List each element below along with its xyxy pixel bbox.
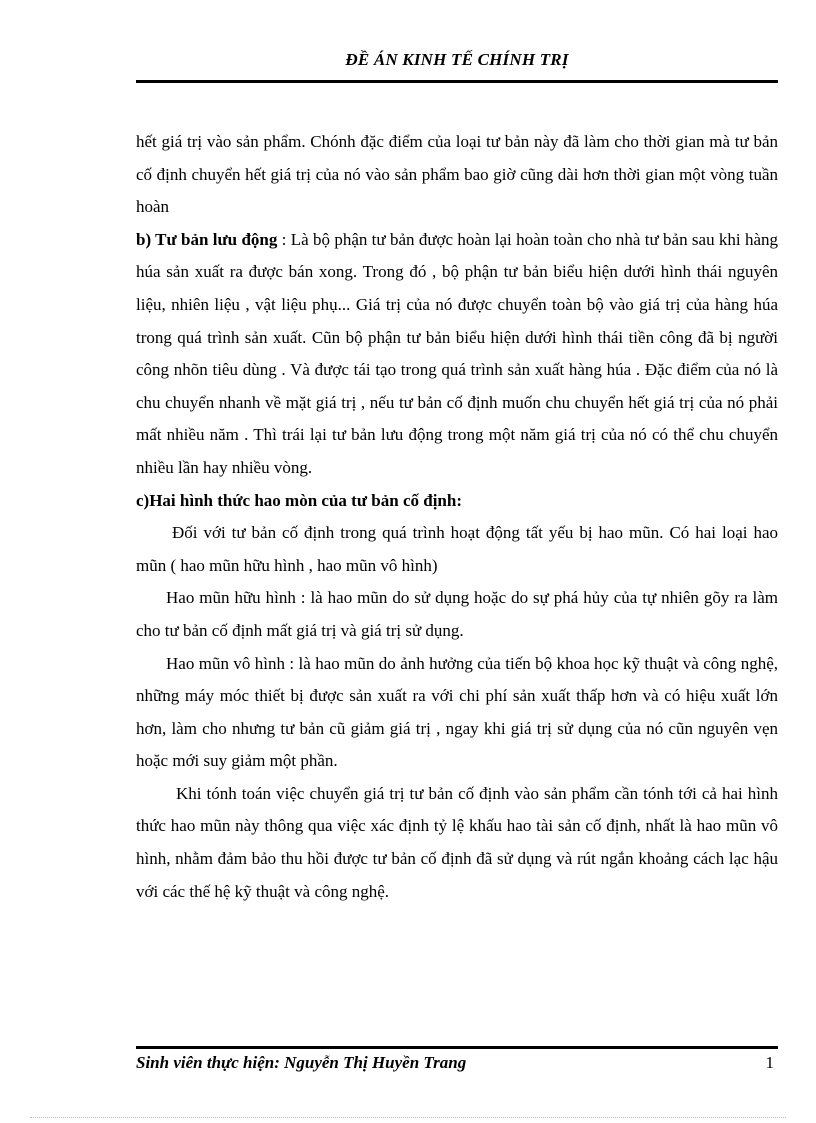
page-edge-divider (30, 1117, 786, 1118)
paragraph-depreciation-calculation: Khi tónh toán việc chuyển giá trị tư bản cố định vào sản phẩm cần tónh tới cả hai hình thức hao mũn này thông qua việc xác định tỷ lệ khấu hao tài sản cố định, nhất là hao mũn vô hình, nhằm đảm bảo thu hồi được tư bản cố định đã sử dụng và rút ngắn khoảng cách lạc hậu với các thế hệ kỹ thuật và công nghệ. (136, 783, 778, 901)
footer-student-name: Sinh viên thực hiện: Nguyễn Thị Huyền Trang (136, 1053, 467, 1072)
paragraph-physical-depreciation: Hao mũn hữu hình : là hao mũn do sử dụng hoặc do sự phá hủy của tự nhiên gõy ra làm cho tư bản cố định mất giá trị và giá trị sử dụng. (136, 588, 778, 640)
page-footer (136, 1046, 778, 1073)
paragraph-continuation: hết giá trị vào sản phẩm. Chónh đặc điểm của loại tư bản này đã làm cho thời gian mà tư bản cố định chuyển hết giá trị của nó vào sản phẩm bao giờ cũng dài hơn thời gian một vòng tuần hoàn (136, 132, 778, 217)
header-rule (136, 80, 778, 83)
subheading-c: c)Hai hình thức hao mòn của tư bản cố định: (136, 490, 462, 510)
footer-rule (136, 1046, 778, 1049)
page-header (136, 48, 778, 78)
paragraph-circulating-capital-text: : Là bộ phận tư bản được hoàn lại hoàn toàn cho nhà tư bản sau khi hàng húa sản xuất ra được bán xong. Trong đó , bộ phận tư bản biểu hiện dưới hình thái nguyên liệu, nhiên liệu , vật liệu phụ... Giá trị của nó được chuyển toàn bộ vào giá trị của hàng húa trong quá trình sản xuất. Cũn bộ phận tư bản biểu hiện dưới hình thái tiền công đã bị người công nhõn tiêu dùng . Và được tái tạo trong quá trình sản xuất hàng húa . Đặc điểm của nó là chu chuyển nhanh về mặt giá trị , nếu tư bản cố định muốn chu chuyển hết giá trị của nó phải mất nhiều năm . Thì trái lại tư bản lưu động trong một năm giá trị của nó có thể chu chuyển nhiều lần hay nhiều vòng. (136, 229, 778, 477)
paragraph-circulating-capital (136, 224, 778, 485)
header-title: ĐỀ ÁN KINH TẾ CHÍNH TRỊ (345, 50, 569, 69)
document-body (136, 126, 778, 908)
paragraph-depreciation-intro: Đối với tư bản cố định trong quá trình hoạt động tất yếu bị hao mũn. Có hai loại hao mũn ( hao mũn hữu hình , hao mũn vô hình) (136, 523, 778, 575)
paragraph-moral-depreciation: Hao mũn vô hình : là hao mũn do ảnh hưởng của tiến bộ khoa học kỹ thuật và công nghệ, những máy móc thiết bị được sản xuất ra với chi phí sản xuất thấp hơn và có hiệu xuất lớn hơn, làm cho nhưng tư bản cũ giảm giá trị , ngay khi giá trị sử dụng của nó cũn nguyên vẹn hoặc mới suy giảm một phần. (136, 653, 778, 771)
subheading-b: b) Tư bản lưu động (136, 229, 278, 249)
page-number: 1 (765, 1053, 774, 1072)
